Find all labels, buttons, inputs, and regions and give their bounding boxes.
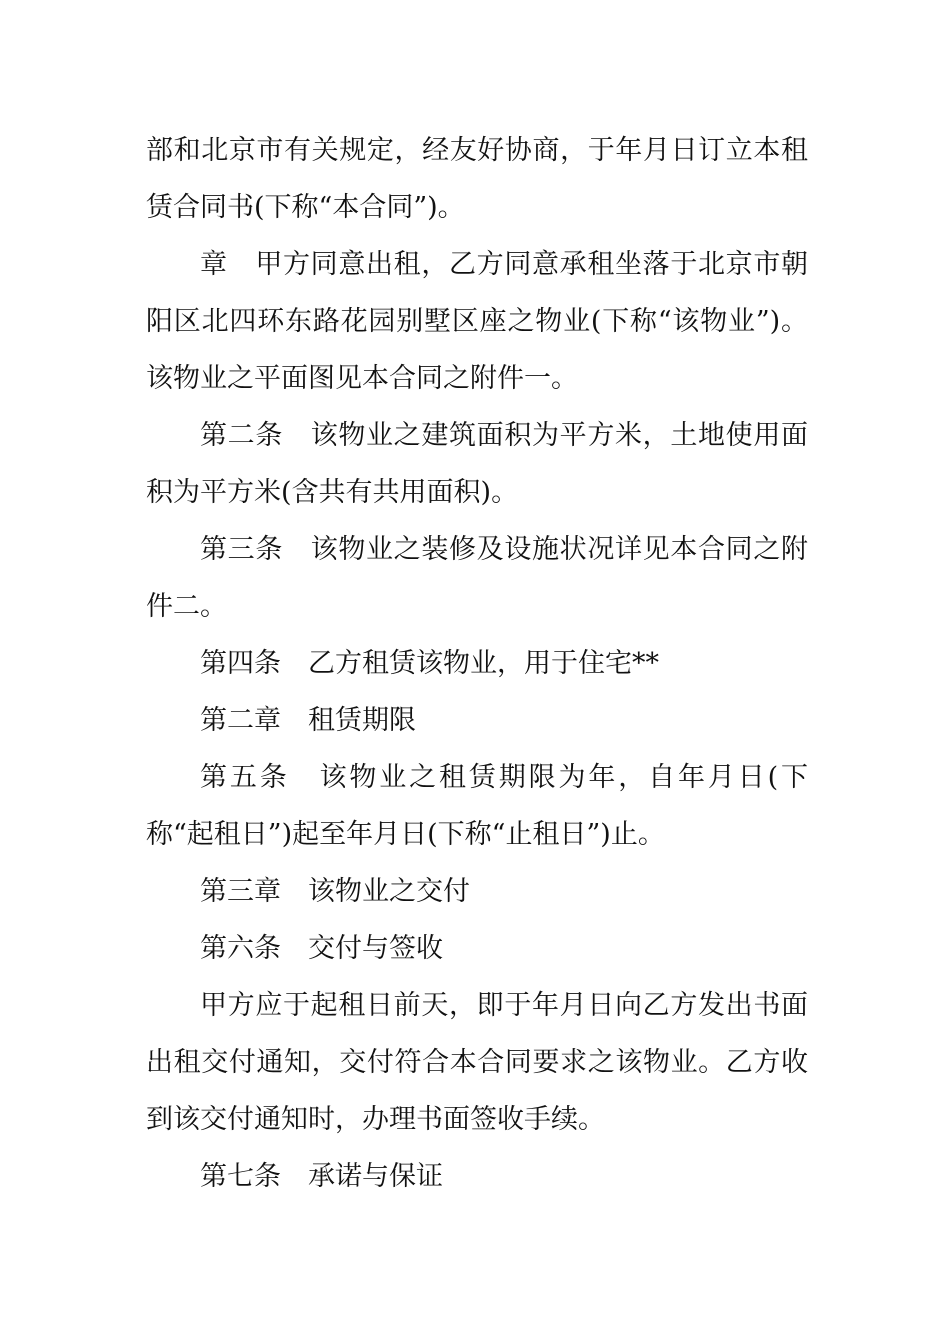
- article-heading: 第七条 承诺与保证: [200, 1161, 443, 1192]
- paragraph: 第四条 乙方租赁该物业，用于住宅**: [200, 648, 659, 679]
- paragraph: 部和北京市有关规定，经友好协商，于年月日订立本租赁合同书(下称“本合同”)。: [146, 135, 808, 223]
- paragraph: 甲方应于起租日前天，即于年月日向乙方发出书面出租交付通知，交付符合本合同要求之该物业。乙方收到该交付通知时，办理书面签收手续。: [146, 990, 808, 1135]
- article-heading: 第六条 交付与签收: [200, 933, 443, 964]
- paragraph: 第三条 该物业之装修及设施状况详见本合同之附件二。: [146, 534, 808, 622]
- chapter-heading: 第三章 该物业之交付: [200, 876, 470, 907]
- paragraph: 第五条 该物业之租赁期限为年，自年月日(下称“起租日”)起至年月日(下称“止租日”)止。: [146, 762, 808, 850]
- paragraph: 第二条 该物业之建筑面积为平方米，土地使用面积为平方米(含共有共用面积)。: [146, 420, 808, 508]
- chapter-heading: 第二章 租赁期限: [200, 705, 416, 736]
- paragraph: 章 甲方同意出租，乙方同意承租坐落于北京市朝阳区北四环东路花园别墅区座之物业(下称“该物业”)。该物业之平面图见本合同之附件一。: [146, 249, 808, 394]
- document-body: [146, 122, 808, 1205]
